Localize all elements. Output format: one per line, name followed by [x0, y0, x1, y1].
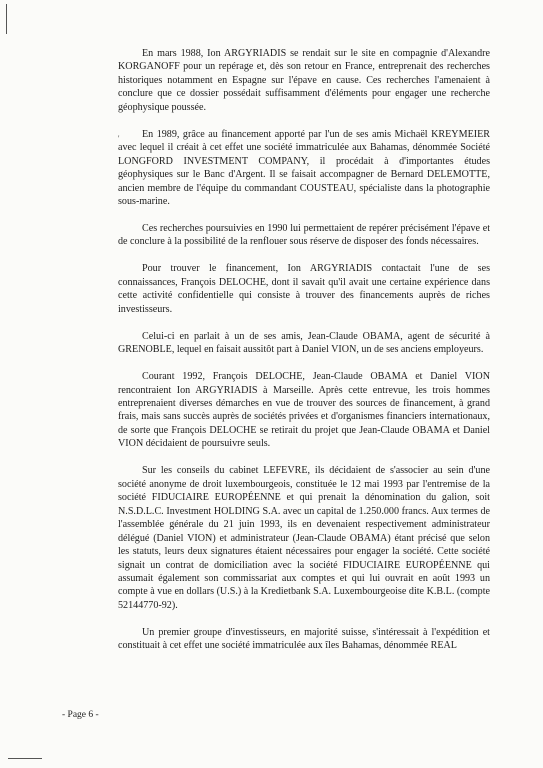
- paragraph-4: Pour trouver le financement, Ion ARGYRIADIS contactait l'une de ses connaissances, François DELOCHE, dont il savait qu'il avait une certaine expérience dans cette activité confidentielle qui consiste à trouver des financements auprès de riches investisseurs.: [118, 263, 490, 315]
- paragraph-6: Courant 1992, François DELOCHE, Jean-Claude OBAMA et Daniel VION rencontraient Ion ARGYRIADIS à Marseille. Après cette entrevue, les trois hommes entreprenaient diverses démarches en vue de trouver des sources de financement, à grand frais, mais sans succès auprès de sociétés privées et d'organismes financiers internationaux, de sorte que François DELOCHE se retirait du projet que Jean-Claude OBAMA et Daniel VION décidaient de poursuivre seuls.: [118, 371, 490, 450]
- paragraph-1: En mars 1988, Ion ARGYRIADIS se rendait sur le site en compagnie d'Alexandre KORGANOFF pour un repérage et, dès son retour en France, entreprenait des recherches historiques notamment en Espagne sur l'épave en cause. Ces recherches l'amenaient à conclure que ce dossier possédait suffisamment d'éléments pour engager une recherche géophysique poussée.: [118, 48, 490, 113]
- left-edge-mark: [6, 4, 7, 34]
- paragraph-5: Celui-ci en parlait à un de ses amis, Jean-Claude OBAMA, agent de sécurité à GRENOBLE, lequel en faisait aussitôt part à Daniel VION, un de ses anciens employeurs.: [118, 330, 490, 356]
- paragraph-8: Un premier groupe d'investisseurs, en majorité suisse, s'intéressait à l'expédition et constituait à cet effet une société immatriculée aux îles Bahamas, dénommée REAL: [118, 626, 490, 652]
- paragraph-7: Sur les conseils du cabinet LEFEVRE, ils décidaient de s'associer au sein d'une société anonyme de droit luxembourgeois, constituée le 12 mai 1993 par l'entremise de la société FIDUCIAIRE EUROPÉENNE et qui prenait la dénomination du galion, soit N.S.D.L.C. Investment HOLDING S.A. avec un capital de 1.250.000 francs. Aux termes de l'assemblée générale du 21 juin 1993, ils en devenaient respectivement administrateur délégué (Daniel VION) et administrateur (Jean-Claude OBAMA) étant précisé que selon les statuts, leurs deux signatures étaient nécessaires pour engager la société. Cette société signait un contrat de domiciliation avec la société FIDUCIAIRE EUROPÉENNE qui assumait également son commissariat aux comptes et qui lui ouvrait en août 1993 un compte à vue en dollars (U.S.) à la Kredietbank S.A. Luxembourgeoise dite K.B.L. (compte 52144770-92).: [118, 465, 490, 611]
- page-number: - Page 6 -: [62, 710, 99, 720]
- body-text: [118, 47, 490, 666]
- margin-tick: ': [118, 134, 120, 143]
- bottom-edge-mark: [8, 758, 42, 759]
- paragraph-2: En 1989, grâce au financement apporté par l'un de ses amis Michaël KREYMEIER avec lequel il créait à cet effet une société immatriculée aux Bahamas, dénommée Société LONGFORD INVESTMENT COMPANY, il procédait à d'importantes études géophysiques sur le Banc d'Argent. Il se faisait accompagner de Bernard DELEMOTTE, ancien membre de l'équipe du commandant COUSTEAU, spécialiste dans la photographie sous-marine.: [118, 128, 490, 208]
- paragraph-3: Ces recherches poursuivies en 1990 lui permettaient de repérer précisément l'épave et de conclure à la possibilité de la renflouer sous réserve de disposer des fonds nécessaires.: [118, 222, 490, 248]
